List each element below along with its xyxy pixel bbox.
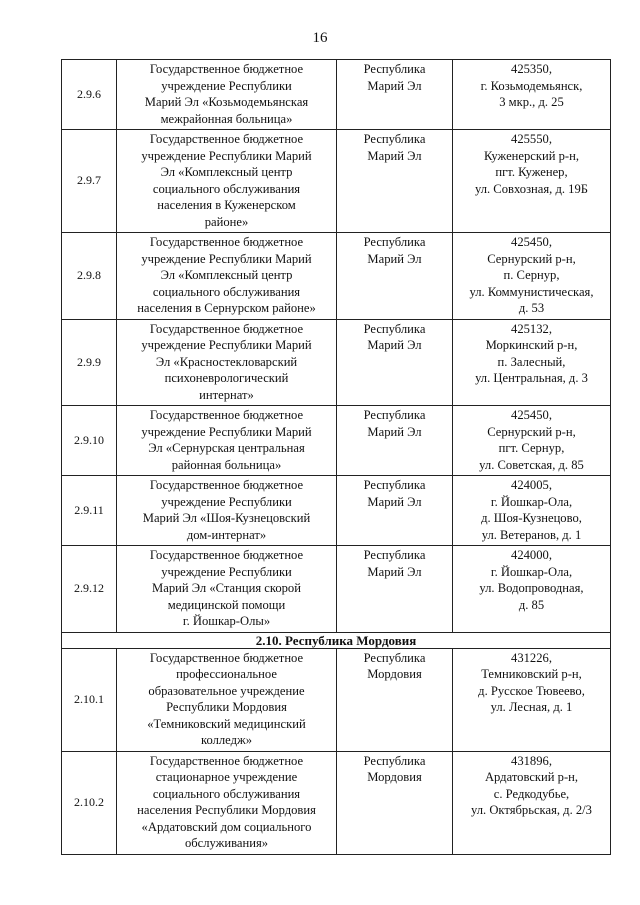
address: 424005, г. Йошкар-Ола, д. Шоя-Кузнецово, ул. Ветеранов, д. 1 [453, 476, 611, 546]
row-number: 2.9.10 [62, 406, 117, 476]
institution-name: Государственное бюджетное учреждение Республики Марий Эл «Козьмодемьянская межрайонная больница» [117, 60, 337, 130]
address: 425350, г. Козьмодемьянск, 3 мкр., д. 25 [453, 60, 611, 130]
institution-name: Государственное бюджетное учреждение Республики Марий Эл «Красностекловарский психоневрологический интернат» [117, 319, 337, 406]
row-number: 2.9.11 [62, 476, 117, 546]
address: 425550, Куженерский р-н, пгт. Куженер, ул. Совхозная, д. 19Б [453, 130, 611, 233]
institution-name: Государственное бюджетное учреждение Республики Марий Эл «Станция скорой медицинской помощи г. Йошкар-Олы» [117, 546, 337, 633]
address: 424000, г. Йошкар-Ола, ул. Водопроводная, д. 85 [453, 546, 611, 633]
row-number: 2.9.6 [62, 60, 117, 130]
table-row [62, 476, 611, 546]
institution-name: Государственное бюджетное учреждение Республики Марий Эл «Комплексный центр социального обслуживания населения в Куженерском районе» [117, 130, 337, 233]
institution-name: Государственное бюджетное учреждение Республики Марий Эл «Сернурская центральная районная больница» [117, 406, 337, 476]
page-number: 16 [312, 30, 328, 46]
table-row [62, 648, 611, 751]
table-row [62, 130, 611, 233]
table-row [62, 319, 611, 406]
institution-name: Государственное бюджетное учреждение Республики Марий Эл «Шоя-Кузнецовский дом-интернат» [117, 476, 337, 546]
address: 431896, Ардатовский р-н, с. Редкодубье, ул. Октябрьская, д. 2/3 [453, 751, 611, 854]
region: Республика Марий Эл [337, 130, 453, 233]
table-row [62, 60, 611, 130]
table-row [62, 233, 611, 320]
row-number: 2.10.2 [62, 751, 117, 854]
row-number: 2.9.7 [62, 130, 117, 233]
section-header-row [62, 632, 611, 648]
table-row [62, 751, 611, 854]
address: 425450, Сернурский р-н, п. Сернур, ул. Коммунистическая, д. 53 [453, 233, 611, 320]
table-row [62, 406, 611, 476]
region: Республика Мордовия [337, 648, 453, 751]
region: Республика Мордовия [337, 751, 453, 854]
institution-name: Государственное бюджетное стационарное учреждение социального обслуживания населения Республики Мордовия «Ардатовский дом социального обслуживания» [117, 751, 337, 854]
row-number: 2.9.9 [62, 319, 117, 406]
region: Республика Марий Эл [337, 60, 453, 130]
institution-name: Государственное бюджетное учреждение Республики Марий Эл «Комплексный центр социального обслуживания населения в Сернурском районе» [117, 233, 337, 320]
address: 425132, Моркинский р-н, п. Залесный, ул. Центральная, д. 3 [453, 319, 611, 406]
institutions-table [61, 59, 611, 855]
region: Республика Марий Эл [337, 233, 453, 320]
institution-name: Государственное бюджетное профессиональное образовательное учреждение Республики Мордовия «Темниковский медицинский колледж» [117, 648, 337, 751]
row-number: 2.9.8 [62, 233, 117, 320]
row-number: 2.10.1 [62, 648, 117, 751]
region: Республика Марий Эл [337, 406, 453, 476]
section-title: 2.10. Республика Мордовия [62, 632, 611, 648]
region: Республика Марий Эл [337, 546, 453, 633]
row-number: 2.9.12 [62, 546, 117, 633]
address: 431226, Темниковский р-н, д. Русское Тювеево, ул. Лесная, д. 1 [453, 648, 611, 751]
table-row [62, 546, 611, 633]
address: 425450, Сернурский р-н, пгт. Сернур, ул. Советская, д. 85 [453, 406, 611, 476]
region: Республика Марий Эл [337, 476, 453, 546]
region: Республика Марий Эл [337, 319, 453, 406]
